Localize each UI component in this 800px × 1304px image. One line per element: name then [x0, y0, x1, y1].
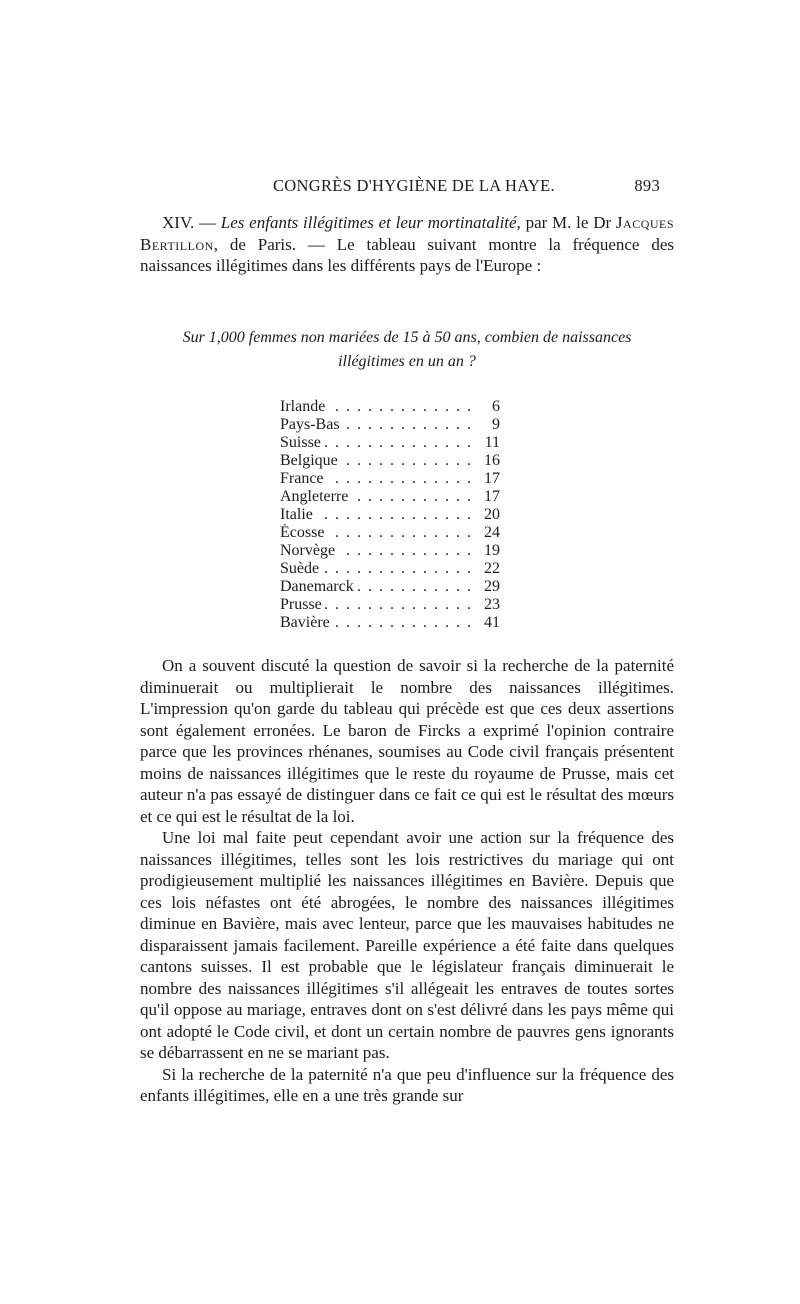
- country-cell: [280, 470, 472, 488]
- births-value: 17: [484, 488, 500, 505]
- births-value: 17: [484, 470, 500, 487]
- births-value: 29: [484, 578, 500, 595]
- table-row: [280, 560, 500, 578]
- table-row: [280, 524, 500, 542]
- intro-rest: , de Paris. — Le tableau suivant montre la fréquence des naissances illégitimes dans les différents pays de l'Europe :: [140, 234, 674, 275]
- births-value: 41: [484, 614, 500, 631]
- table-row: [280, 614, 500, 632]
- country-name: Belgique: [280, 452, 341, 469]
- country-name: Bavière: [280, 614, 333, 631]
- country-name: Suède: [280, 560, 322, 577]
- country-cell: [280, 488, 472, 506]
- running-title: CONGRÈS D'HYGIÈNE DE LA HAYE.: [273, 176, 555, 195]
- body-paragraph: Si la recherche de la paternité n'a que peu d'influence sur la fréquence des enfants illégitimes, elle en a une très grande sur: [140, 1064, 674, 1105]
- running-header: [140, 176, 660, 198]
- country-name: Danemarck: [280, 578, 357, 595]
- author-name: Jacques Bertillon: [140, 213, 675, 254]
- births-value: 6: [492, 398, 500, 415]
- country-name: Prusse: [280, 596, 325, 613]
- country-name: Italie: [280, 506, 316, 523]
- country-cell: [280, 560, 472, 578]
- table-row: [280, 416, 500, 434]
- page-number: 893: [634, 176, 660, 195]
- table-row: [280, 452, 500, 470]
- births-value: 23: [484, 596, 500, 613]
- table-row: [280, 434, 500, 452]
- country-cell: [280, 506, 472, 524]
- body-paragraph: Une loi mal faite peut cependant avoir une action sur la fréquence des naissances illégitimes, telles sont les lois restrictives du mariage qui ont prodigieusement multiplié les naissances illégitimes en Bavière. Depuis que ces lois néfastes ont été abrogées, le nombre des naissances illégitimes diminue en Bavière, mais avec lenteur, parce que les mauvaises habitudes ne disparaissent jamais facilement. Pareille expérience a été faite dans quelques cantons suisses. Il est probable que le législateur français diminuerait le nombre des naissances illégitimes s'il allégeait les entraves de toutes sortes qu'il oppose au mariage, entraves dont on s'est délivré dans les pays même qui ont adopté le Code civil, et dont un certain nombre de pauvres gens ignorants se débarrassent en ne se mariant pas.: [140, 828, 674, 1062]
- country-name: Norvège: [280, 542, 338, 559]
- country-name: Écosse: [280, 524, 327, 541]
- section-intro: [140, 212, 674, 277]
- births-value: 22: [484, 560, 500, 577]
- country-cell: [280, 596, 472, 614]
- country-cell: [280, 578, 472, 596]
- section-number: XIV. —: [162, 213, 217, 232]
- country-cell: [280, 524, 472, 542]
- births-value: 24: [484, 524, 500, 541]
- births-value: 9: [492, 416, 500, 433]
- intro-by: par M. le Dr: [525, 213, 612, 232]
- country-name: Angleterre: [280, 488, 351, 505]
- births-value: 19: [484, 542, 500, 559]
- table-row: [280, 398, 500, 416]
- country-name: Suisse: [280, 434, 324, 451]
- table-row: [280, 578, 500, 596]
- country-cell: [280, 416, 472, 434]
- births-value: 16: [484, 452, 500, 469]
- country-name: Irlande: [280, 398, 328, 415]
- country-name: France: [280, 470, 327, 487]
- country-cell: [280, 398, 472, 416]
- table-row: [280, 596, 500, 614]
- births-value: 20: [484, 506, 500, 523]
- table-row: [280, 470, 500, 488]
- country-cell: [280, 542, 472, 560]
- caption-line-2: illégitimes en un an ?: [338, 353, 476, 370]
- table-row: [280, 488, 500, 506]
- table-caption: [140, 326, 674, 374]
- caption-line-1: Sur 1,000 femmes non mariées de 15 à 50 ans, combien de naissances: [182, 329, 632, 346]
- country-cell: [280, 614, 472, 632]
- country-cell: [280, 434, 472, 452]
- body-paragraph: On a souvent discuté la question de savoir si la recherche de la paternité diminuerait ou multiplierait le nombre des naissances illégitimes. L'impression qu'on garde du tableau qui précède est que ces deux assertions sont également erronées. Le baron de Fircks a exprimé l'opinion contraire parce que les provinces rhénanes, soumises au Code civil français présentent moins de naissances illégitimes que le reste du royaume de Prusse, mais cet auteur n'a pas essayé de distinguer dans ce fait ce qui est le résultat des mœurs et ce qui est le résultat de la loi.: [140, 656, 674, 826]
- country-cell: [280, 452, 472, 470]
- births-value: 11: [484, 434, 500, 451]
- country-name: Pays-Bas: [280, 416, 343, 433]
- intro-paragraph: [140, 212, 674, 277]
- table-row: [280, 542, 500, 560]
- table-row: [280, 506, 500, 524]
- section-title: Les enfants illégitimes et leur mortinatalité,: [220, 213, 521, 232]
- births-table: [280, 398, 500, 632]
- body-text: [140, 655, 674, 1107]
